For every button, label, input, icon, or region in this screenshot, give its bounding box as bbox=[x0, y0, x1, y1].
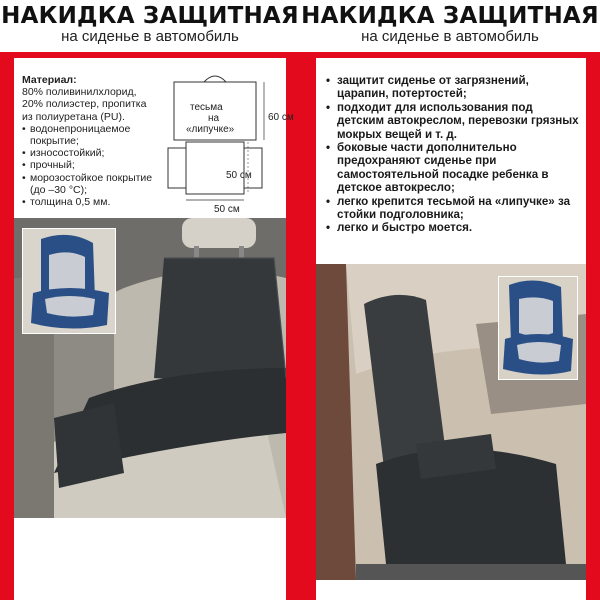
strap-label: «липучке» bbox=[186, 124, 235, 135]
left-subtitle: на сиденье в автомобиль bbox=[61, 28, 239, 45]
material-line: из полиуретана (PU). bbox=[22, 110, 125, 123]
material-line: 80% поливинилхлорид, bbox=[22, 86, 137, 99]
spec-item: • прочный; bbox=[22, 159, 157, 171]
right-title: НАКИДКА ЗАЩИТНАЯ bbox=[301, 3, 599, 29]
strap-label: на bbox=[208, 113, 220, 124]
child-seat-image bbox=[499, 277, 577, 379]
features-block bbox=[326, 74, 582, 235]
right-panel bbox=[316, 58, 586, 600]
car-seat-photo bbox=[14, 218, 286, 518]
features-list bbox=[326, 74, 582, 235]
child-seat-inset bbox=[22, 228, 116, 334]
left-panel bbox=[14, 58, 294, 600]
child-seat-inset bbox=[498, 276, 578, 380]
child-seat-image bbox=[23, 229, 115, 333]
left-title: НАКИДКА ЗАЩИТНАЯ bbox=[1, 3, 299, 29]
spec-block bbox=[22, 74, 157, 208]
material-label: Материал: bbox=[22, 74, 77, 86]
feature-item: • подходит для использования под детским автокреслом, перевозки грязных мокрых вещей и т. д. bbox=[326, 101, 582, 141]
feature-item: • боковые части дополнительно предохраняют сиденье при самостоятельной посадке ребенка в детское автокресло; bbox=[326, 141, 582, 195]
spec-item: • морозостойкое покрытие (до –30 °C); bbox=[22, 172, 157, 196]
strap-label: тесьма bbox=[190, 102, 223, 113]
feature-item: • легко крепится тесьмой на «липучке» за стойки подголовника; bbox=[326, 195, 582, 222]
scheme-drawing bbox=[164, 72, 282, 220]
spec-item: • толщина 0,5 мм. bbox=[22, 196, 157, 208]
right-subtitle: на сиденье в автомобиль bbox=[361, 28, 539, 45]
spec-item: • водонепроницаемое покрытие; bbox=[22, 123, 157, 147]
depth-label: 50 см bbox=[226, 170, 252, 181]
feature-item: • легко и быстро моется. bbox=[326, 221, 582, 234]
car-interior-photo bbox=[316, 264, 586, 580]
height-label: 60 см bbox=[268, 112, 294, 123]
width-label: 50 см bbox=[214, 204, 240, 215]
right-card bbox=[300, 0, 600, 600]
spec-list bbox=[22, 123, 157, 208]
material-line: 20% полиэстер, пропитка bbox=[22, 98, 147, 111]
feature-item: • защитит сиденье от загрязнений, царапин, потертостей; bbox=[326, 74, 582, 101]
dimension-scheme bbox=[164, 72, 294, 220]
spec-item: • износостойкий; bbox=[22, 147, 157, 159]
